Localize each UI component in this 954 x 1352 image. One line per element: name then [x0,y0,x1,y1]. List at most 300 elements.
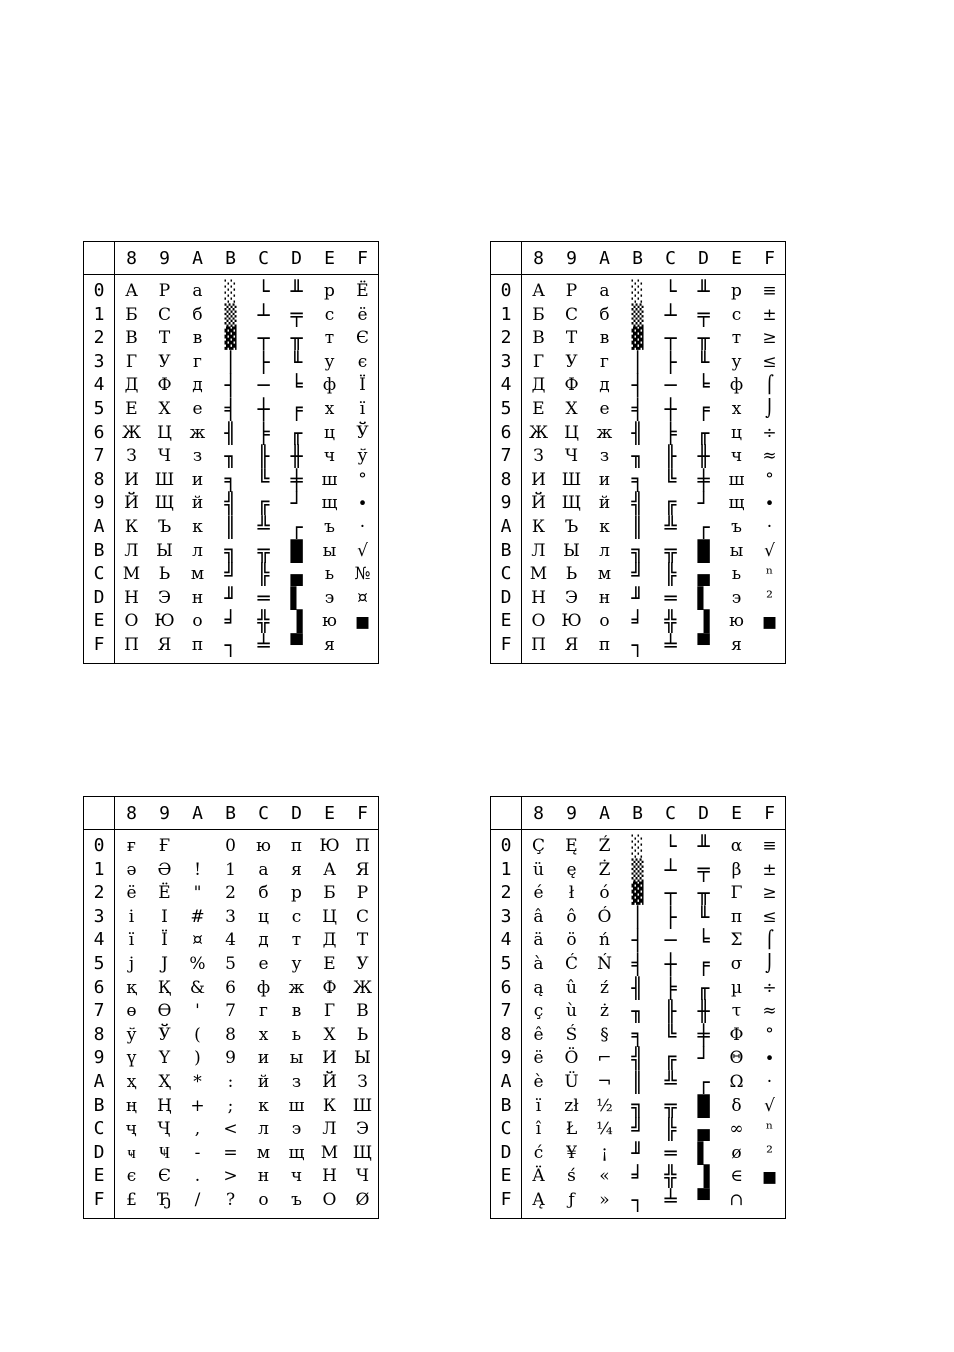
char-cell: ≥ [762,883,777,904]
char-cell: ⌐ [597,1048,612,1069]
row-header: 9 [500,1047,512,1069]
row-header: 4 [93,374,105,396]
row-header: A [500,516,512,537]
char-cell: Л [124,540,139,561]
column-header: C [258,248,269,269]
char-cell: ⌡ [765,954,774,974]
char-cell: з [599,446,610,467]
char-cell: о [599,611,610,632]
char-cell: Ж [121,422,142,443]
char-cell: ┬ [257,326,270,351]
char-cell: ╬ [257,609,270,634]
char-cell: а [192,281,203,301]
char-cell: ▀ [697,1188,710,1212]
row-header: E [93,1165,105,1187]
char-cell: ї [359,399,366,419]
char-cell: ъ [731,517,742,537]
row-header: 7 [93,445,105,467]
char-cell: Э [157,587,171,608]
char-cell: & [189,977,206,998]
char-cell: щ [728,493,745,514]
char-cell: г [600,351,609,372]
char-cell: Ц [322,906,337,927]
char-cell: ┴ [257,302,270,327]
row-header: E [500,610,512,632]
char-cell: ╓ [697,420,710,445]
row-header: 4 [500,929,512,951]
char-cell: ж [189,422,206,443]
char-cell: ─ [664,373,677,398]
char-cell: ╦ [257,538,270,563]
char-cell: з [192,446,203,467]
char-cell: ï [535,1095,542,1116]
char-cell: ң [126,1095,137,1116]
char-cell: ╓ [697,975,710,1000]
char-cell: л [599,540,610,561]
char-cell: п [290,836,303,856]
char-cell: ▓ [631,326,644,351]
char-cell: ô [566,906,577,927]
char-cell: ╔ [664,491,677,516]
row-header: E [500,1165,512,1187]
char-cell: ├ [664,349,677,374]
char-cell: о [258,1190,269,1210]
row-header: 5 [500,953,512,974]
header-divider [491,829,785,830]
char-cell: ҷ [125,1119,138,1140]
char-cell: Ч [355,1166,370,1187]
char-cell: ∙ [358,493,367,514]
char-cell: ° [765,1024,774,1045]
char-cell: х [324,399,335,419]
char-cell: ш [321,469,338,490]
char-cell: 8 [225,1024,236,1045]
code-page-table-3 [83,796,379,1219]
char-cell: * [193,1072,202,1092]
char-cell: К [322,1095,337,1116]
char-cell: Р [356,883,369,904]
char-cell: ╖ [224,444,237,469]
char-cell: ─ [257,373,270,398]
char-cell: ą [533,977,544,998]
char-cell: я [324,635,335,655]
char-cell: Я [564,635,579,655]
char-cell: З [126,446,137,467]
char-cell: Ц [564,422,579,443]
char-cell: Х [565,399,578,419]
char-cell: ╢ [631,975,644,1000]
char-cell: Є [157,1166,171,1187]
char-cell: Ю [319,836,340,856]
char-cell: П [124,635,139,655]
row-header: 9 [500,492,512,514]
char-cell: ╕ [631,1022,644,1047]
char-cell: ć [533,1142,544,1163]
row-header: 6 [93,421,105,443]
char-cell: с [291,906,302,927]
char-cell: ç [533,1001,544,1022]
char-cell: zł [564,1095,579,1116]
row-header: B [500,1094,512,1116]
char-cell: к [258,1095,269,1116]
row-header: 2 [93,882,105,904]
char-cell: ▐ [697,609,710,634]
column-header: F [764,248,775,269]
char-cell: К [531,517,546,537]
char-cell: р [324,281,335,301]
char-cell: қ [126,977,137,998]
char-cell: я [731,635,742,655]
char-cell: ø [731,1142,742,1163]
char-cell: ° [358,469,367,490]
char-cell: é [533,883,544,904]
char-cell: Ш [352,1095,373,1116]
char-cell: м [190,564,205,585]
char-cell: ╫ [290,444,303,469]
char-cell: ▌ [697,585,710,610]
char-cell: ╜ [631,585,644,610]
char-cell: Ы [563,540,580,561]
char-cell: # [190,906,205,927]
column-header: E [731,248,742,269]
char-cell: ┬ [664,881,677,906]
char-cell: 5 [225,954,236,974]
row-header: A [500,1071,512,1092]
char-cell: ё [357,304,368,325]
char-cell: ф [322,375,337,396]
char-cell: Ó [597,906,612,927]
char-cell: ê [533,1024,544,1045]
column-header: D [291,803,302,824]
char-cell: ╓ [290,420,303,445]
char-cell: ░ [224,279,237,303]
char-cell: С [157,304,171,325]
char-cell: Є [355,328,369,349]
char-cell: % [189,954,206,974]
char-cell: Ą [532,1190,545,1210]
code-page-table-2 [490,241,786,664]
char-cell: ҳ [126,1072,137,1092]
char-cell: т [731,328,742,349]
char-cell: ъ [324,517,335,537]
row-header: A [93,516,105,537]
char-cell: ╝ [631,562,644,587]
char-cell: █ [697,538,710,563]
column-header: D [291,248,302,269]
char-cell: ś [567,1166,576,1187]
char-cell: л [192,540,203,561]
char-cell: Γ [730,883,743,904]
char-cell: Ж [352,977,373,998]
row-header: 5 [93,953,105,974]
header-divider [84,829,378,830]
char-cell: ≤ [762,906,777,927]
column-header: A [599,803,610,824]
char-cell: ╩ [664,1070,677,1094]
char-cell: ▓ [631,881,644,906]
char-cell: у [291,954,302,974]
row-header: F [93,634,105,655]
column-header: A [599,248,610,269]
column-header: C [665,803,676,824]
column-header: F [357,803,368,824]
char-cell: ² [766,587,773,608]
char-cell: ╔ [664,1046,677,1071]
char-cell: Н [124,587,139,608]
char-cell: э [324,587,335,608]
char-cell: █ [697,1093,710,1118]
char-cell: ! [194,859,201,880]
char-cell: ▄ [697,1117,710,1142]
char-cell: э [731,587,742,608]
char-cell: ╧ [664,1188,677,1212]
char-cell: й [191,493,204,514]
row-header: 0 [93,280,105,301]
char-cell: ╙ [290,349,303,374]
char-cell: Й [124,493,139,514]
char-cell: ј [128,954,135,974]
char-cell: ц [324,422,335,443]
char-cell: ó [599,883,610,904]
char-cell: ╜ [224,585,237,610]
char-cell: ═ [664,1140,677,1165]
char-cell: ╦ [664,1093,677,1118]
char-cell: ҹ [127,1142,136,1163]
char-cell: ▐ [290,609,303,634]
char-cell: ▄ [697,562,710,587]
char-cell: ╢ [224,420,237,445]
char-cell: ╝ [631,1117,644,1142]
char-cell: └ [664,834,677,858]
row-header: 9 [93,492,105,514]
char-cell: ╧ [664,633,677,657]
char-cell: ├ [664,904,677,929]
char-cell: д [192,375,203,396]
char-cell: ▒ [631,302,644,327]
char-cell: ╗ [631,538,644,563]
row-header: D [500,1141,512,1163]
char-cell: ╧ [257,633,270,657]
char-cell: ф [729,375,744,396]
char-cell: ╥ [697,881,710,906]
column-header: 9 [159,248,170,269]
char-cell: д [599,375,610,396]
char-cell: ╠ [664,1117,677,1142]
char-cell: ┼ [664,952,677,976]
char-cell: ≥ [762,328,777,349]
row-header: C [93,1118,105,1140]
char-cell: і [128,906,135,927]
char-cell: ╨ [697,834,710,858]
char-cell: Θ [729,1048,744,1069]
char-cell: ч [290,1166,303,1187]
char-cell: ╡ [631,397,644,421]
char-cell: ═ [664,585,677,610]
row-header: 3 [500,350,512,372]
char-cell: ╞ [664,975,677,1000]
char-cell: ▓ [224,326,237,351]
char-cell: . [194,1166,201,1187]
row-header: C [500,1118,512,1140]
char-cell: Ы [354,1048,371,1069]
char-cell: ╞ [257,420,270,445]
char-cell: Щ [154,493,175,514]
row-header: D [93,1141,105,1163]
char-cell: ╗ [224,538,237,563]
char-cell: ╣ [224,491,237,516]
char-cell: Г [323,1001,336,1022]
char-cell: ╟ [664,999,677,1024]
char-cell: У [356,954,369,974]
char-cell: Й [531,493,546,514]
char-cell: ╙ [697,904,710,929]
char-cell: ¡ [601,1142,608,1163]
char-cell: ═ [257,585,270,610]
char-cell: ╪ [290,467,303,492]
char-cell: З [533,446,544,467]
char-cell: ° [765,469,774,490]
char-cell: ╦ [664,538,677,563]
char-cell: ц [258,906,269,927]
char-cell: ; [227,1095,234,1116]
char-cell: Ғ [158,836,171,856]
column-header: F [357,248,368,269]
char-cell: ё [126,883,137,904]
char-cell: , [194,1119,201,1140]
row-header: F [93,1189,105,1210]
char-cell: ∙ [765,1048,774,1069]
char-cell: М [529,564,548,585]
char-cell: Ь [356,1024,369,1045]
char-cell: + [190,1095,205,1116]
char-cell: Ś [565,1024,578,1045]
char-cell: В [356,1001,369,1022]
column-header: 8 [533,248,544,269]
char-cell: ≤ [762,351,777,372]
char-cell: ╛ [631,609,644,634]
char-cell: Ö [564,1048,579,1069]
char-cell: ў [126,1024,137,1045]
char-cell: о [192,611,203,632]
char-cell: δ [731,1095,742,1116]
char-cell: ї [128,930,135,951]
char-cell: ─ [664,928,677,953]
char-cell: е [258,954,269,974]
char-cell: Ф [157,375,172,396]
char-cell: ш [288,1095,305,1116]
char-cell: î [535,1119,542,1140]
char-cell: ⌠ [765,375,774,396]
char-cell: ╝ [224,562,237,587]
row-header: 7 [500,445,512,467]
char-cell: └ [664,279,677,303]
char-cell: Д [124,375,139,396]
char-cell [346,633,379,657]
char-cell: ╥ [290,326,303,351]
char-cell: ┴ [664,857,677,882]
char-cell: ╕ [224,467,237,492]
char-cell: Ż [598,859,611,880]
char-cell: Ї [161,930,168,951]
code-page-table-1 [83,241,379,664]
char-cell: ╤ [290,302,303,327]
char-cell: И [124,469,139,490]
row-header: C [93,563,105,585]
row-header: D [93,586,105,608]
char-cell: Б [125,304,138,325]
char-cell: к [192,517,203,537]
column-header: E [324,803,335,824]
char-cell: ü [533,859,544,880]
char-cell: ┼ [257,397,270,421]
char-cell: ╔ [257,491,270,516]
char-cell: б [192,304,203,325]
char-cell: ╕ [631,467,644,492]
char-cell: з [291,1072,302,1092]
row-header: E [93,610,105,632]
char-cell: ⁿ [765,564,774,585]
char-cell: β [731,859,742,880]
char-cell: е [192,399,203,419]
char-cell: ╫ [697,444,710,469]
char-cell: З [357,1072,368,1092]
char-cell: ¤ [357,587,368,608]
char-cell: 7 [225,1001,236,1022]
char-cell: Ђ [157,1190,172,1210]
char-cell: ┘ [697,491,710,516]
char-cell: ╛ [224,609,237,634]
char-cell: С [355,906,369,927]
row-header: 8 [93,1023,105,1045]
char-cell: ∩ [729,1190,744,1210]
row-header: 1 [500,858,512,880]
char-cell: ≈ [762,1001,777,1022]
char-cell: є [357,351,368,372]
column-header: 9 [566,248,577,269]
row-header: 4 [93,929,105,951]
column-header: 9 [159,803,170,824]
char-cell: Г [532,351,545,372]
char-cell: А [125,281,138,301]
char-cell: ∙ [765,493,774,514]
char-cell: ╠ [664,562,677,587]
char-cell: µ [730,977,743,998]
column-header: B [225,803,236,824]
column-header: C [665,248,676,269]
char-cell: А [532,281,545,301]
char-cell: Ҷ [158,1119,171,1140]
row-header: 7 [500,1000,512,1022]
char-cell: ╗ [631,1093,644,1118]
char-cell: ║ [631,1070,644,1094]
char-cell: ┐ [224,633,237,657]
header-divider [491,274,785,275]
char-cell: Б [323,883,336,904]
char-cell: п [598,635,611,655]
char-cell: б [258,883,269,904]
char-cell: у [731,351,742,372]
char-cell: > [223,1166,238,1187]
char-cell: ? [225,1190,236,1210]
row-header: 1 [93,858,105,880]
row-header: 5 [500,398,512,419]
char-cell: у [324,351,335,372]
char-cell: ш [728,469,745,490]
char-cell: ░ [631,834,644,858]
char-cell: Т [356,930,369,951]
char-cell [753,633,786,657]
char-cell: Ё [356,281,369,301]
